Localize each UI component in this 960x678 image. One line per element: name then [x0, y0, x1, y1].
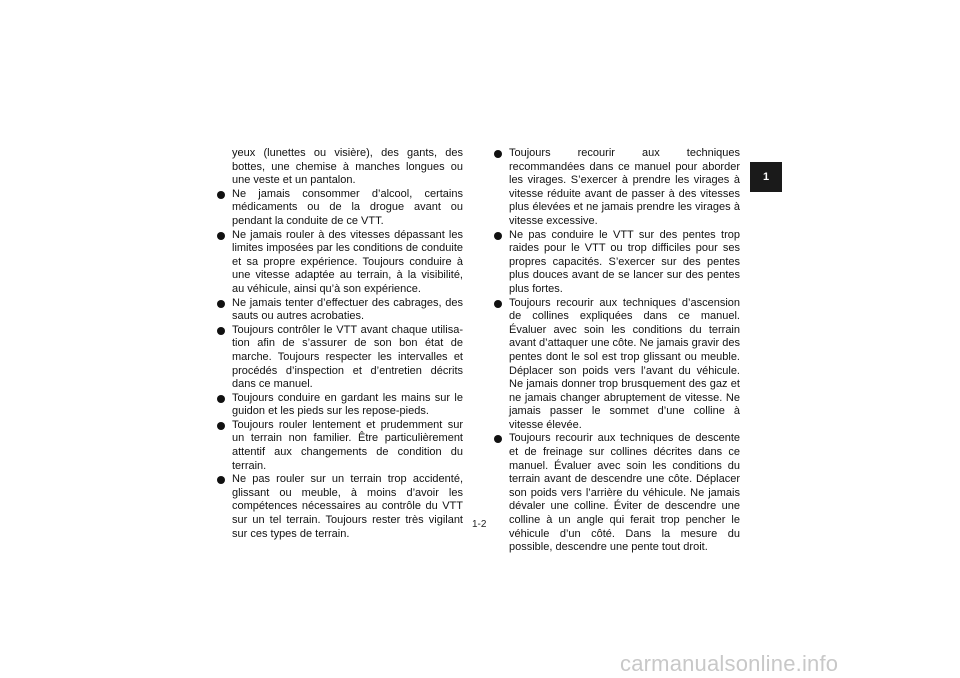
- chapter-tab-label: 1: [762, 171, 770, 183]
- bullet-icon: [217, 232, 225, 240]
- list-item-text: Toujours recourir aux techniques de descente et de freinage sur collines décrites dans ce manuel. Évaluer avec soin les conditions du terrain avant de descendre une côte. Déplacer son poids vers l’arrière du véhicule. Ne jamais dévaler une colline. Éviter de descendre une colline à un angle qui ferait trop pencher le véhicule d’un côté. Dans la mesure du possible, descendre une pente tout droit.: [509, 432, 740, 554]
- list-item: [217, 419, 463, 473]
- list-item-text: Toujours contrôler le VTT avant chaque utilisation afin de s’assurer de son bon état de marche. Toujours respecter les intervalles et procédés d’inspection et d’entretien décrits dans ce manuel.: [232, 323, 463, 391]
- list-item: [494, 432, 740, 554]
- list-item: [217, 392, 463, 419]
- list-item-text: Toujours rouler lentement et prudemment sur un terrain non familier. Être particulièrement attentif aux changements de condition du terrain.: [232, 418, 463, 472]
- list-item: [217, 473, 463, 541]
- bullet-icon: [494, 435, 502, 443]
- bullet-icon: [217, 476, 225, 484]
- left-bullet-list: [217, 188, 463, 541]
- bullet-icon: [217, 422, 225, 430]
- list-item: [494, 147, 740, 229]
- list-item: [217, 188, 463, 229]
- list-item-text: Ne jamais tenter d’effectuer des cabrages, des sauts ou autres acrobaties.: [232, 296, 463, 323]
- list-item-text: Toujours recourir aux techniques recommandées dans ce manuel pour aborder les virages. S’exercer à prendre les virages à vitesse réduite avant de passer à des vitesses plus élevées et ne jamais prendre les virages à vitesse excessive.: [509, 147, 740, 227]
- right-bullet-list: [494, 147, 740, 555]
- list-item-text: Ne pas rouler sur un terrain trop accidenté, glissant ou meuble, à moins d’avoir les compétences nécessaires au contrôle du VTT sur un tel terrain. Toujours rester très vigilant sur ces types de terrain.: [232, 473, 463, 540]
- page-number: 1-2: [472, 519, 487, 530]
- right-column: [494, 147, 740, 555]
- left-column: [217, 147, 463, 541]
- list-item: [494, 229, 740, 297]
- bullet-icon: [217, 327, 225, 335]
- list-item: [217, 297, 463, 324]
- watermark-text: carmanualsonline.info: [620, 651, 839, 676]
- list-item: [494, 297, 740, 433]
- list-item-text: Ne jamais rouler à des vitesses dépassant les limites imposées par les conditions de conduite et sa propre expérience. Toujours conduire à une vitesse adaptée au terrain, à la visibilité, au véhicule, ainsi qu’à son expérience.: [232, 228, 463, 295]
- bullet-icon: [494, 300, 502, 308]
- bullet-icon: [217, 395, 225, 403]
- bullet-icon: [494, 232, 502, 240]
- list-item-text: Ne pas conduire le VTT sur des pentes trop raides pour le VTT ou trop difficiles pour ses propres capacités. S’exercer sur des pentes plus douces avant de se lancer sur des pentes plus fortes.: [509, 228, 740, 295]
- list-item-text: Toujours recourir aux techniques d’ascension de collines expliquées dans ce manuel. Évaluer avec soin les conditions du terrain avant d’attaquer une côte. Ne jamais gravir des pentes dont le sol est trop glissant ou meuble. Déplacer son poids vers l’avant du véhicule. Ne jamais donner trop brusquement des gaz et ne jamais changer abruptement de vitesse. Ne jamais passer le sommet d’une colline à vitesse élevée.: [509, 296, 740, 431]
- bullet-icon: [217, 191, 225, 199]
- list-item: [217, 229, 463, 297]
- bullet-icon: [494, 150, 502, 158]
- list-item-text: Ne jamais consommer d’alcool, certains médicaments ou de la drogue avant ou pendant la conduite de ce VTT.: [232, 187, 463, 227]
- chapter-tab: [750, 162, 782, 192]
- continuation-paragraph: yeux (lunettes ou visière), des gants, des bottes, une chemise à manches longues ou une veste et un pantalon.: [232, 147, 463, 187]
- list-item-text: Toujours conduire en gardant les mains sur le guidon et les pieds sur les repose-pieds.: [232, 391, 463, 418]
- list-item: [217, 324, 463, 392]
- bullet-icon: [217, 300, 225, 308]
